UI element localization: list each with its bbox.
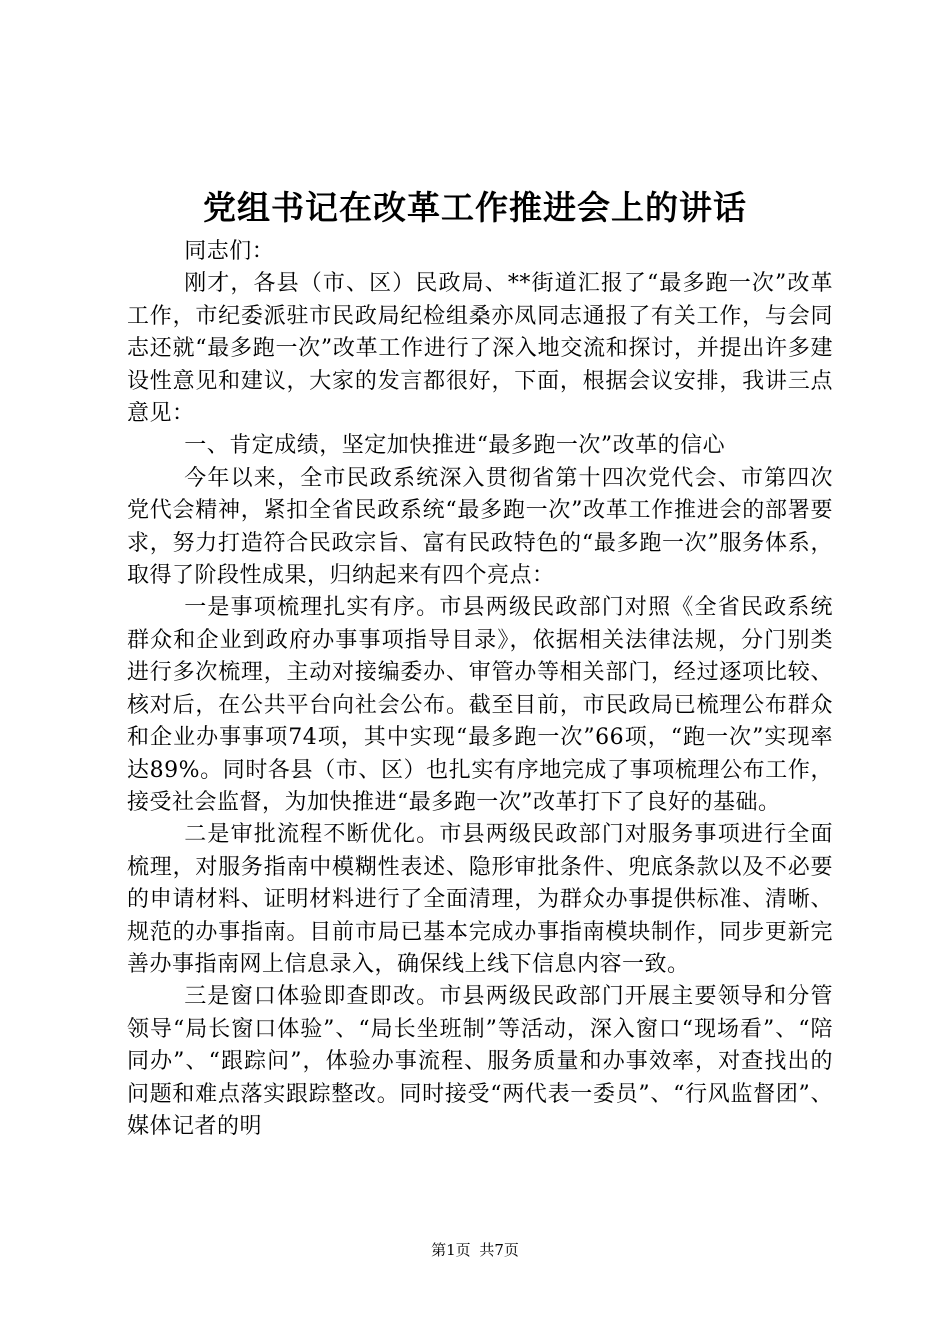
document-title: 党组书记在改革工作推进会上的讲话 (203, 188, 747, 227)
salutation-paragraph: 同志们： (184, 239, 275, 264)
page-number: 第1页 (431, 1241, 471, 1259)
overview-paragraph: 今年以来，全市民政系统深入贯彻省第十四次党代会、市第四次党代会精神，紧扣全省民政系统“最多跑一次”改革工作推进会的部署要求，努力打造符合民政宗旨、富有民政特色的“最多跑一次”服务体系，取得了阶段性成果，归纳起来有四个亮点： (127, 465, 833, 589)
document-body (127, 236, 833, 1143)
page-total: 共7页 (479, 1241, 519, 1259)
section-heading: 一、肯定成绩，坚定加快推进“最多跑一次”改革的信心 (184, 433, 726, 459)
highlight-paragraph-1: 一是事项梳理扎实有序。市县两级民政部门对照《全省民政系统群众和企业到政府办事事项指导目录》，依据相关法律法规，分门别类进行多次梳理，主动对接编委办、审管办等相关部门，经过逐项比较、核对后，在公共平台向社会公布。截至目前，市民政局已梳理公布群众和企业办事事项74项，其中实现“最多跑一次”66项，“跑一次”实现率达89%。同时各县（市、区）也扎实有序地完成了事项梳理公布工作，接受社会监督，为加快推进“最多跑一次”改革打下了良好的基础。 (127, 595, 833, 815)
intro-paragraph: 刚才，各县（市、区）民政局、**街道汇报了“最多跑一次”改革工作，市纪委派驻市民政局纪检组桑亦凤同志通报了有关工作，与会同志还就“最多跑一次”改革工作进行了深入地交流和探讨，并提出许多建设性意见和建议，大家的发言都很好，下面，根据会议安排，我讲三点意见： (127, 271, 833, 427)
highlight-paragraph-2: 二是审批流程不断优化。市县两级民政部门对服务事项进行全面梳理，对服务指南中模糊性表述、隐形审批条件、兜底条款以及不必要的申请材料、证明材料进行了全面清理，为群众办事提供标准、清晰、规范的办事指南。目前市局已基本完成办事指南模块制作，同步更新完善办事指南网上信息录入，确保线上线下信息内容一致。 (127, 822, 833, 977)
highlight-paragraph-3: 三是窗口体验即查即改。市县两级民政部门开展主要领导和分管领导“局长窗口体验”、“局长坐班制”等活动，深入窗口“现场看”、“陪同办”、“跟踪问”，体验办事流程、服务质量和办事效率，对查找出的问题和难点落实跟踪整改。同时接受“两代表一委员”、“行风监督团”、媒体记者的明 (127, 984, 833, 1139)
page-footer (0, 1240, 950, 1260)
